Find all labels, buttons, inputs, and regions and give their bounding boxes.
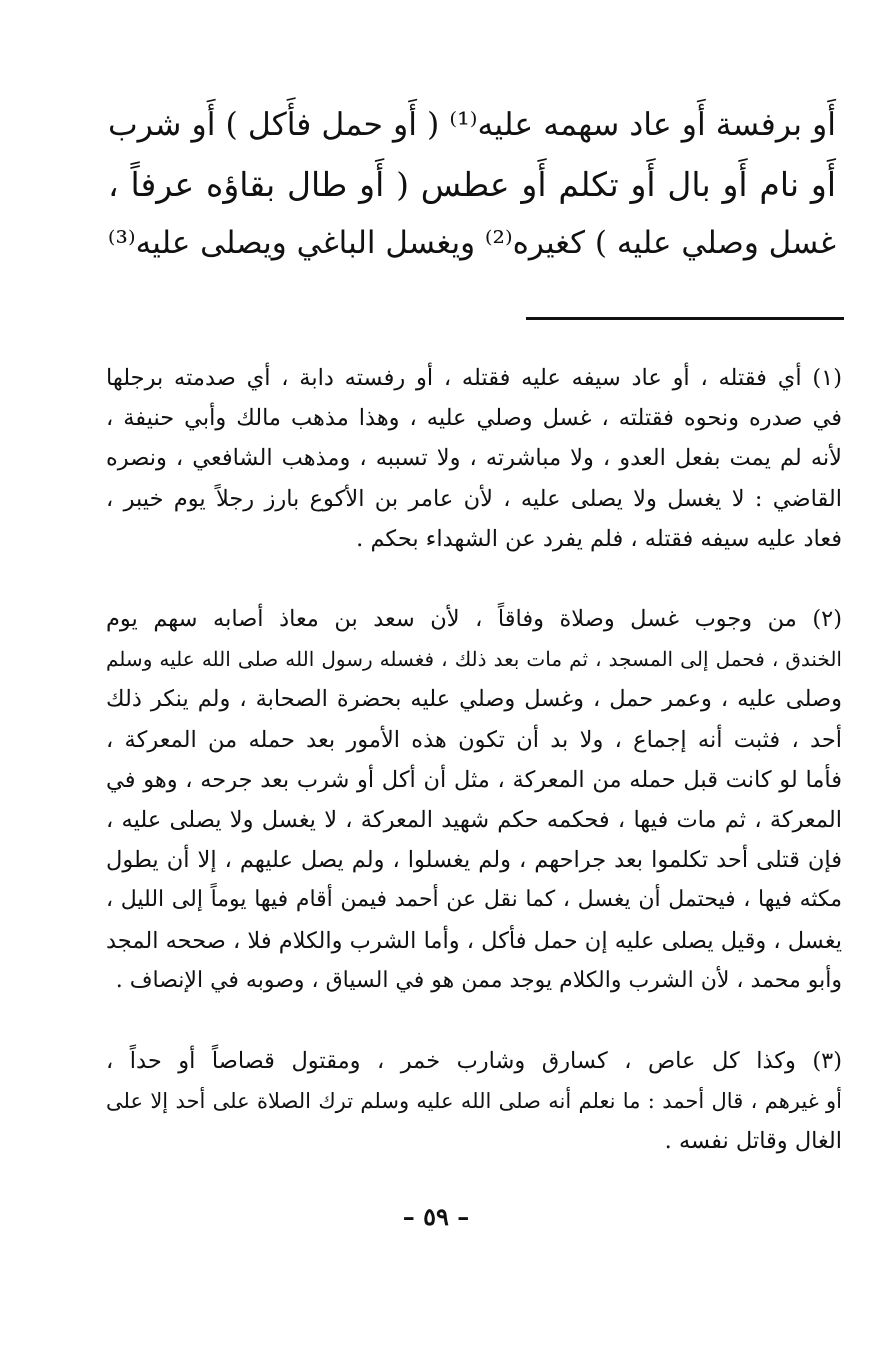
footnote-line: أو غيرهم ، قال أحمد : ما نعلم أنه صلى الله عليه وسلم ترك الصلاة على أحد إلا على xyxy=(106,1089,842,1114)
main-text-line: أَو برفسة أَو عاد سهمه عليه⁽¹⁾ ( أَو حمل فأَكل ) أَو شرب xyxy=(108,107,836,143)
footnote-divider xyxy=(526,317,844,320)
page-number: – ٥٩ – xyxy=(402,1202,470,1231)
footnote-2 xyxy=(106,599,842,1001)
main-text-line: أَو نام أَو بال أَو تكلم أَو عطس ( أَو طال بقاؤه عرفاً ، xyxy=(108,165,836,204)
footnote-line: مكثه فيها ، فيحتمل أن يغسل ، كما نقل عن أحمد فيمن أقام فيها يوماً إلى الليل ، xyxy=(106,887,842,913)
footnote-line: (٣) وكذا كل عاص ، كسارق وشارب خمر ، ومقتول قصاصاً أو حداً ، xyxy=(106,1048,842,1074)
footnote-line: (١) أي فقتله ، أو عاد سيفه عليه فقتله ، أو رفسته دابة ، أي صدمته برجلها xyxy=(106,365,842,391)
footnote-line: القاضي : لا يغسل ولا يصلى عليه ، لأن عامر بن الأكوع بارز رجلاً يوم خيبر ، xyxy=(106,485,842,512)
footnote-line: الغال وقاتل نفسه . xyxy=(664,1128,842,1155)
main-text-line: غسل وصلي عليه ) كغيره⁽²⁾ ويغسل الباغي ويصلى عليه⁽³⁾ xyxy=(107,225,836,261)
footnote-line: فأما لو كانت قبل حمله من المعركة ، مثل أن أكل أو شرب بعد جرحه ، وهو في xyxy=(106,766,842,793)
footnote-line: المعركة ، ثم مات فيها ، فحكمه حكم شهيد المعركة ، لا يغسل ولا يصلى عليه ، xyxy=(106,807,842,834)
footnote-line: فعاد عليه سيفه فقتله ، فلم يفرد عن الشهداء بحكم . xyxy=(356,525,842,552)
main-text-block xyxy=(108,96,836,273)
footnote-line: الخندق ، فحمل إلى المسجد ، ثم مات بعد ذلك ، فغسله رسول الله صلى الله عليه وسلم xyxy=(106,647,842,672)
footnote-line: أحد ، فثبت أنه إجماع ، ولا بد أن تكون هذه الأمور بعد حمله من المعركة ، xyxy=(106,726,842,753)
footnote-line: في صدره ونحوه فقتلته ، غسل وصلي عليه ، وهذا مذهب مالك وأبي حنيفة ، xyxy=(106,405,842,432)
footnote-line: وأبو محمد ، لأن الشرب والكلام يوجد ممن هو في السياق ، وصوبه في الإنصاف . xyxy=(115,967,842,993)
footnote-1 xyxy=(106,358,842,559)
footnote-line: لأنه لم يمت بفعل العدو ، ولا مباشرته ، ولا تسببه ، ومذهب الشافعي ، ونصره xyxy=(106,445,842,472)
footnote-line: وصلى عليه ، وعمر حمل ، وغسل وصلي عليه بحضرة الصحابة ، ولم ينكر ذلك xyxy=(106,686,842,713)
footnote-line: فإن قتلى أحد تكلموا بعد جراحهم ، ولم يغسلوا ، ولم يصل عليهم ، إلا أن يطول xyxy=(106,847,842,874)
footnote-line: (٢) من وجوب غسل وصلاة وفاقاً ، لأن سعد بن معاذ أصابه سهم يوم xyxy=(106,606,842,632)
footnote-3 xyxy=(106,1041,842,1162)
footnote-line: يغسل ، وقيل يصلى عليه إن حمل فأكل ، وأما الشرب والكلام فلا ، صححه المجد xyxy=(106,927,842,954)
